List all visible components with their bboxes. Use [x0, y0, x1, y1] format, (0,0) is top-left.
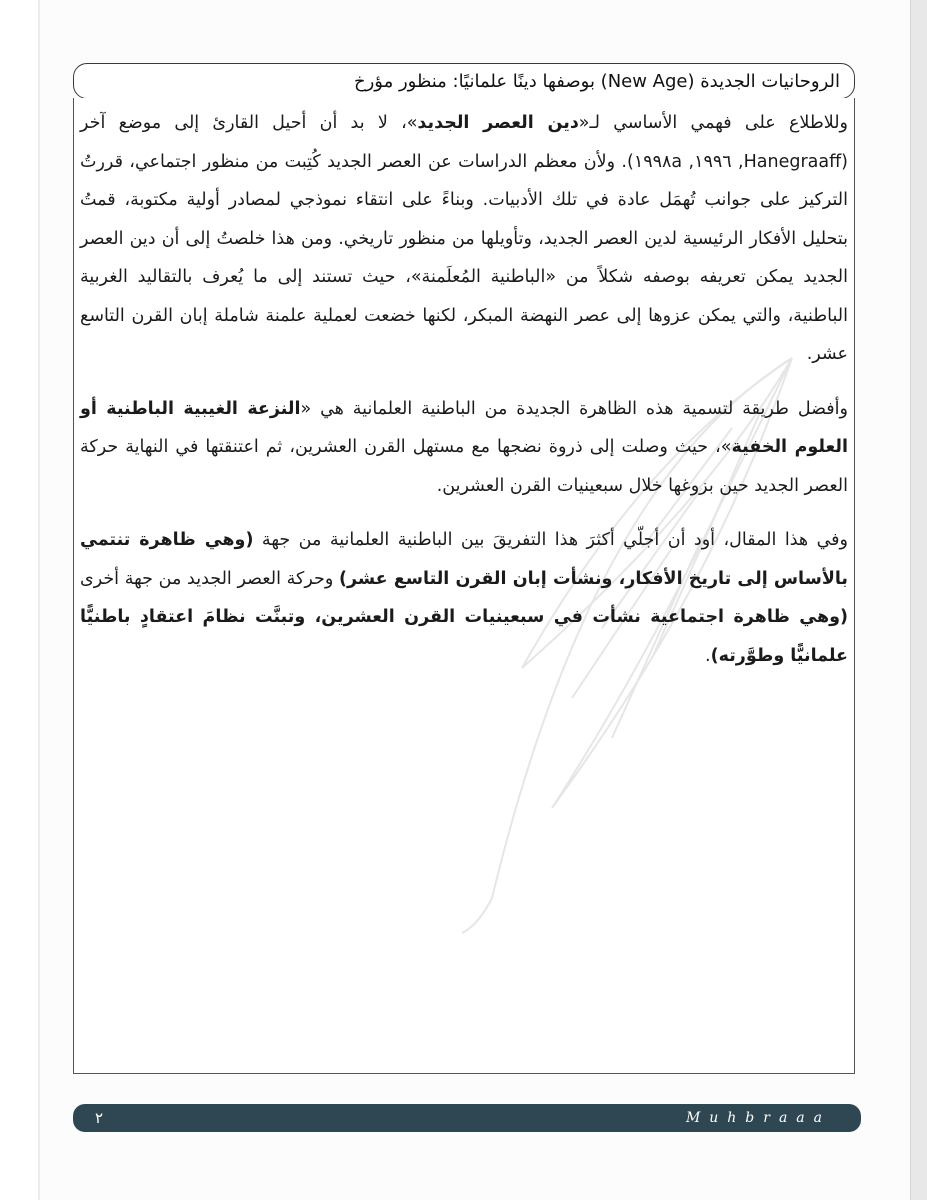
bold-term: (وهي ظاهرة اجتماعية نشأت في سبعينيات القرن العشرين، وتبنَّت نظامَ اعتقادٍ باطنيًّا علمانيًّا وطوَّرته)	[80, 607, 848, 666]
page-right-edge	[910, 0, 927, 1200]
page-header	[73, 63, 855, 99]
bold-term: (وهي ظاهرة تنتمي بالأساس إلى تاريخ الأفكار، ونشأت إبان القرن التاسع عشر)	[80, 530, 849, 589]
page-footer	[73, 1104, 861, 1132]
paragraph: وللاطلاع على فهمي الأساسي لـ«دين العصر الجديد»، لا بد أن أحيل القارئ إلى موضع آخر (Hanegraaff, ١٩٩٦, ١٩٩٨a). ولأن معظم الدراسات عن العصر الجديد كُتِبت من منظور اجتماعي، قررتُ التركيز على جوانب تُهمَل عادة في تلك الأدبيات. وبناءً على انتقاء نموذجي لمصادر أولية مكتوبة، قمتُ بتحليل الأفكار الرئيسية لدين العصر الجديد، وتأويلها من منظور تاريخي. ومن هذا خلصتُ إلى أن دين العصر الجديد يمكن تعريفه بوصفه شكلاً من «الباطنية المُعلَمنة»، حيث تستند إلى ما يُعرف بالتقاليد الغربية الباطنية، والتي يمكن عزوها إلى عصر النهضة المبكر، لكنها خضعت لعملية علمنة شاملة إبان القرن التاسع عشر.	[80, 113, 848, 364]
paragraph: وأفضل طريقة لتسمية هذه الظاهرة الجديدة من الباطنية العلمانية هي «النزعة الغيبية الباطنية أو العلوم الخفية»، حيث وصلت إلى ذروة نضجها مع مستهل القرن العشرين، ثم اعتنقتها في النهاية حركة العصر الجديد حين بزوغها خلال سبعينيات القرن العشرين.	[80, 398, 848, 496]
article-body	[80, 104, 848, 691]
header-title: الروحانيات الجديدة (New Age) بوصفها دينًا علمانيًا: منظور مؤرخ	[353, 70, 840, 92]
paragraph: وفي هذا المقال، أود أن أجلّي أكثرَ هذا التفريقَ بين الباطنية العلمانية من جهة (وهي ظاهرة تنتمي بالأساس إلى تاريخ الأفكار، ونشأت إبان القرن التاسع عشر) وحركة العصر الجديد من جهة أخرى (وهي ظاهرة اجتماعية نشأت في سبعينيات القرن العشرين، وتبنَّت نظامَ اعتقادٍ باطنيًّا علمانيًّا وطوَّرته).	[80, 530, 849, 666]
page-left-margin	[0, 0, 38, 1200]
bold-term: دين العصر الجديد	[417, 113, 579, 133]
brand-name: Muhbraaa	[685, 1110, 831, 1126]
bold-term: النزعة الغيبية الباطنية أو العلوم الخفية	[80, 398, 848, 457]
page-number: ٢	[95, 1109, 104, 1127]
